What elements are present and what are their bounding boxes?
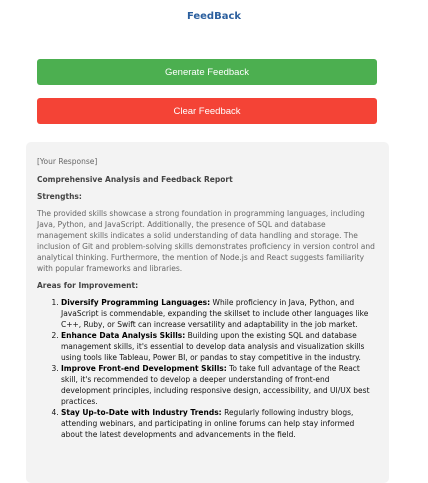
report-title: Comprehensive Analysis and Feedback Report xyxy=(37,175,233,184)
improvement-text: While proficiency in Java, Python, and JavaScript is commendable, expanding the skillset to include other languages like C++, Ruby, or Swift can increase versatility and adaptability in the job market. xyxy=(61,298,369,329)
improvement-title: Stay Up-to-Date with Industry Trends: xyxy=(61,408,222,417)
improvement-text: To take full advantage of the React skill, it's recommended to develop a deeper understanding of front-end development principles, including responsive design, accessibility, and UI/UX best practices. xyxy=(61,364,370,406)
list-item xyxy=(61,297,372,330)
page-title: FeedBack xyxy=(186,11,242,22)
improvement-text: Building upon the existing SQL and database management skills, it's essential to develop data analysis and visualization skills using tools like Tableau, Power BI, or pandas to stay competitive in the industry. xyxy=(61,331,365,362)
improvement-list xyxy=(61,297,372,440)
clear-feedback-button[interactable]: Clear Feedback xyxy=(37,98,377,124)
improvement-title: Enhance Data Analysis Skills: xyxy=(61,331,186,340)
improvement-title: Diversify Programming Languages: xyxy=(61,298,211,307)
feedback-output-panel xyxy=(26,142,389,483)
improvement-text: Regularly following industry blogs, attending webinars, and participating in online forums can help stay informed about the latest developments and advancements in the field. xyxy=(61,408,355,439)
improvement-heading: Areas for Improvement: xyxy=(37,281,139,290)
strengths-text: The provided skills showcase a strong foundation in programming languages, including Java, Python, and JavaScript. Additionally, the presence of SQL and database management skills indicates a solid understanding of data handling and storage. The inclusion of Git and problem-solving skills demonstrates proficiency in version control and analytical thinking. Furthermore, the mention of Node.js and React suggests familiarity with popular frameworks and libraries. xyxy=(37,209,375,273)
improvement-title: Improve Front-end Development Skills: xyxy=(61,364,227,373)
list-item xyxy=(61,363,372,407)
response-tag: [Your Response] xyxy=(37,157,98,166)
list-item xyxy=(61,407,372,440)
strengths-heading: Strengths: xyxy=(37,192,82,201)
list-item xyxy=(61,330,372,363)
generate-feedback-button[interactable]: Generate Feedback xyxy=(37,59,377,85)
